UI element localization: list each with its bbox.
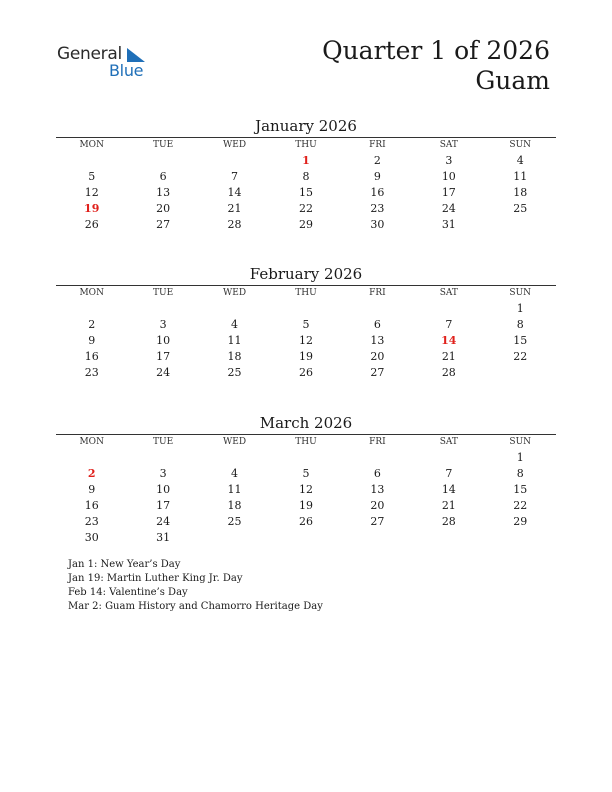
month-title: February 2026 bbox=[249, 265, 363, 283]
month-title: January 2026 bbox=[255, 117, 357, 135]
day-cell: 27 bbox=[156, 217, 171, 231]
week-row bbox=[56, 364, 556, 380]
day-cell: 26 bbox=[298, 365, 313, 379]
week-row bbox=[56, 300, 556, 316]
day-cell: 28 bbox=[227, 217, 242, 231]
weekday-label: SUN bbox=[509, 140, 532, 150]
day-cell: 21 bbox=[227, 201, 242, 215]
day-cell: 26 bbox=[84, 217, 99, 231]
holiday-note: Feb 14: Valentine’s Day bbox=[68, 587, 188, 598]
weekday-label: SAT bbox=[439, 140, 458, 150]
title-country: Guam bbox=[475, 66, 550, 95]
day-cell: 16 bbox=[370, 185, 385, 199]
weekday-label: FRI bbox=[369, 140, 386, 150]
generalblue-logo bbox=[57, 44, 167, 80]
day-cell: 8 bbox=[516, 317, 524, 331]
weekday-label: MON bbox=[79, 437, 104, 447]
day-cell: 25 bbox=[227, 514, 242, 528]
day-cell: 24 bbox=[156, 514, 171, 528]
day-cell: 24 bbox=[156, 365, 171, 379]
week-row bbox=[56, 332, 556, 348]
day-cell: 8 bbox=[516, 466, 524, 480]
day-cell: 11 bbox=[227, 482, 242, 496]
day-cell: 1 bbox=[516, 450, 524, 464]
day-cell: 15 bbox=[513, 333, 528, 347]
day-cell: 30 bbox=[84, 530, 99, 544]
day-cell: 12 bbox=[84, 185, 99, 199]
day-cell: 4 bbox=[231, 466, 239, 480]
day-cell: 25 bbox=[227, 365, 242, 379]
weekday-label: THU bbox=[295, 437, 317, 447]
weekday-label: THU bbox=[295, 140, 317, 150]
day-cell: 3 bbox=[159, 466, 167, 480]
day-cell: 16 bbox=[84, 498, 99, 512]
day-cell: 23 bbox=[84, 365, 99, 379]
day-cell: 12 bbox=[298, 333, 313, 347]
weekday-label: SUN bbox=[509, 437, 532, 447]
logo-text-blue: Blue bbox=[109, 61, 144, 80]
weekday-label: TUE bbox=[153, 288, 174, 298]
day-cell: 13 bbox=[156, 185, 171, 199]
weekday-label: WED bbox=[223, 437, 247, 447]
holiday-note: Jan 19: Martin Luther King Jr. Day bbox=[68, 573, 243, 584]
weekday-label: SAT bbox=[439, 288, 458, 298]
day-cell: 20 bbox=[370, 349, 385, 363]
day-cell: 27 bbox=[370, 514, 385, 528]
day-cell: 2 bbox=[88, 317, 96, 331]
day-cell: 6 bbox=[373, 466, 381, 480]
weekday-label: WED bbox=[223, 288, 247, 298]
day-cell: 8 bbox=[302, 169, 310, 183]
week-row bbox=[56, 529, 556, 545]
day-cell: 15 bbox=[298, 185, 313, 199]
week-row bbox=[56, 200, 556, 216]
day-cell: 4 bbox=[231, 317, 239, 331]
weekday-label: FRI bbox=[369, 437, 386, 447]
weekday-label: WED bbox=[223, 140, 247, 150]
weekday-header bbox=[56, 138, 556, 152]
day-cell: 6 bbox=[373, 317, 381, 331]
day-cell: 20 bbox=[156, 201, 171, 215]
day-cell: 13 bbox=[370, 482, 385, 496]
day-cell: 7 bbox=[445, 317, 453, 331]
day-cell: 3 bbox=[159, 317, 167, 331]
day-cell: 2 bbox=[373, 153, 381, 167]
week-row bbox=[56, 316, 556, 332]
day-cell: 10 bbox=[441, 169, 456, 183]
day-cell: 22 bbox=[513, 349, 528, 363]
month-january bbox=[56, 116, 556, 232]
weekday-label: TUE bbox=[153, 437, 174, 447]
day-cell: 9 bbox=[88, 482, 96, 496]
day-cell: 16 bbox=[84, 349, 99, 363]
week-row bbox=[56, 152, 556, 168]
day-cell: 18 bbox=[227, 498, 242, 512]
holiday-note: Jan 1: New Year’s Day bbox=[68, 559, 181, 570]
week-row bbox=[56, 513, 556, 529]
day-cell: 13 bbox=[370, 333, 385, 347]
day-cell: 6 bbox=[159, 169, 167, 183]
day-cell: 14 bbox=[441, 333, 457, 347]
day-cell: 11 bbox=[227, 333, 242, 347]
week-row bbox=[56, 449, 556, 465]
day-cell: 23 bbox=[84, 514, 99, 528]
weekday-label: FRI bbox=[369, 288, 386, 298]
weekday-label: SUN bbox=[509, 288, 532, 298]
day-cell: 5 bbox=[302, 466, 310, 480]
day-cell: 20 bbox=[370, 498, 385, 512]
day-cell: 7 bbox=[231, 169, 239, 183]
day-cell: 10 bbox=[156, 333, 171, 347]
day-cell: 7 bbox=[445, 466, 453, 480]
day-cell: 2 bbox=[87, 466, 96, 480]
day-cell: 3 bbox=[445, 153, 453, 167]
day-cell: 31 bbox=[441, 217, 456, 231]
week-row bbox=[56, 348, 556, 364]
day-cell: 12 bbox=[298, 482, 313, 496]
day-cell: 28 bbox=[441, 514, 456, 528]
day-cell: 1 bbox=[516, 301, 524, 315]
day-cell: 25 bbox=[513, 201, 528, 215]
day-cell: 21 bbox=[441, 498, 456, 512]
day-cell: 29 bbox=[298, 217, 313, 231]
holiday-notes bbox=[68, 558, 323, 614]
day-cell: 5 bbox=[88, 169, 96, 183]
logo-text-general: General bbox=[57, 44, 122, 64]
day-cell: 15 bbox=[513, 482, 528, 496]
week-row bbox=[56, 168, 556, 184]
day-cell: 23 bbox=[370, 201, 385, 215]
month-february bbox=[56, 264, 556, 380]
day-cell: 27 bbox=[370, 365, 385, 379]
page-title bbox=[322, 36, 550, 96]
day-cell: 14 bbox=[227, 185, 242, 199]
day-cell: 29 bbox=[513, 514, 528, 528]
day-cell: 17 bbox=[441, 185, 456, 199]
day-cell: 31 bbox=[156, 530, 171, 544]
week-row bbox=[56, 184, 556, 200]
day-cell: 18 bbox=[513, 185, 528, 199]
day-cell: 5 bbox=[302, 317, 310, 331]
day-cell: 22 bbox=[298, 201, 313, 215]
day-cell: 10 bbox=[156, 482, 171, 496]
day-cell: 21 bbox=[441, 349, 456, 363]
month-march bbox=[56, 413, 556, 545]
day-cell: 17 bbox=[156, 349, 171, 363]
day-cell: 4 bbox=[516, 153, 524, 167]
weekday-label: THU bbox=[295, 288, 317, 298]
weekday-header bbox=[56, 286, 556, 300]
weekday-header bbox=[56, 435, 556, 449]
day-cell: 28 bbox=[441, 365, 456, 379]
week-row bbox=[56, 216, 556, 232]
day-cell: 30 bbox=[370, 217, 385, 231]
day-cell: 1 bbox=[302, 153, 310, 167]
week-row bbox=[56, 481, 556, 497]
title-quarter: Quarter 1 of 2026 bbox=[322, 36, 550, 65]
day-cell: 11 bbox=[513, 169, 528, 183]
week-row bbox=[56, 465, 556, 481]
holiday-note: Mar 2: Guam History and Chamorro Heritage Day bbox=[68, 601, 323, 612]
day-cell: 18 bbox=[227, 349, 242, 363]
day-cell: 24 bbox=[441, 201, 456, 215]
weekday-label: MON bbox=[79, 140, 104, 150]
weekday-label: MON bbox=[79, 288, 104, 298]
day-cell: 19 bbox=[298, 498, 313, 512]
day-cell: 26 bbox=[298, 514, 313, 528]
day-cell: 9 bbox=[373, 169, 381, 183]
day-cell: 19 bbox=[84, 201, 100, 215]
day-cell: 9 bbox=[88, 333, 96, 347]
week-row bbox=[56, 497, 556, 513]
day-cell: 17 bbox=[156, 498, 171, 512]
day-cell: 19 bbox=[298, 349, 313, 363]
month-title: March 2026 bbox=[259, 414, 353, 432]
day-cell: 14 bbox=[441, 482, 456, 496]
weekday-label: SAT bbox=[439, 437, 458, 447]
day-cell: 22 bbox=[513, 498, 528, 512]
weekday-label: TUE bbox=[153, 140, 174, 150]
